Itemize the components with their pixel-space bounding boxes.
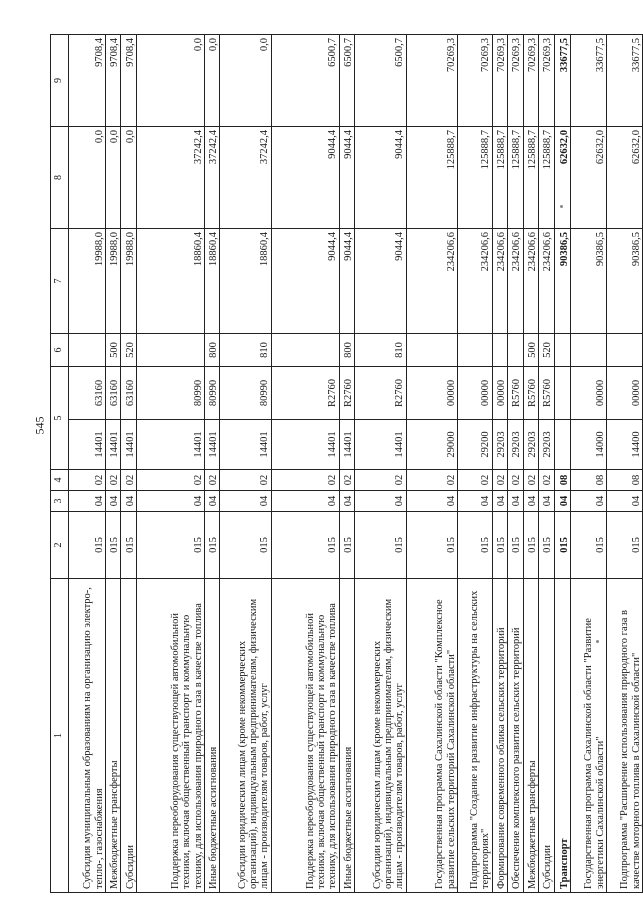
amount-col8-cell: 9044,4 xyxy=(339,127,355,229)
amount-col9-cell: 9708,4 xyxy=(121,35,137,127)
amount-col7-cell: 19988,0 xyxy=(121,229,137,334)
amount-col9-cell: 70269,3 xyxy=(508,35,524,127)
table-row xyxy=(554,35,571,893)
direction-code-cell: R2760 xyxy=(339,367,355,420)
header-cell: 7 xyxy=(51,229,69,334)
amount-col8-cell: 62632,0 xyxy=(571,127,607,229)
header-cell: 2 xyxy=(51,512,69,579)
row-name-cell: Иные бюджетные ассигнования xyxy=(204,579,220,893)
section-code-cell: 04 xyxy=(508,491,524,512)
header-cell: 8 xyxy=(51,127,69,229)
program-code-cell: 29203 xyxy=(492,420,508,470)
amount-col7-cell: 18860,4 xyxy=(220,229,271,334)
page-number: 545 xyxy=(32,416,47,435)
amount-col8-cell: 125888,7 xyxy=(539,127,555,229)
expense-type-cell xyxy=(457,334,492,367)
grbs-code-cell: 015 xyxy=(136,512,204,579)
header-cell: 1 xyxy=(51,579,69,893)
row-name-cell: Государственная программа Сахалинской области "Развитие энергетики Сахалинской области" xyxy=(571,579,607,893)
amount-col7-cell: 19988,0 xyxy=(105,229,121,334)
grbs-code-cell: 015 xyxy=(607,512,643,579)
expense-type-cell: 810 xyxy=(355,334,406,367)
program-code-cell: 29200 xyxy=(457,420,492,470)
section-code-cell: 04 xyxy=(607,491,643,512)
grbs-code-cell: 015 xyxy=(523,512,539,579)
direction-code-cell: R2760 xyxy=(271,367,339,420)
amount-col9-cell: 6500,7 xyxy=(355,35,406,127)
section-code-cell: 04 xyxy=(220,491,271,512)
subsection-code-cell: 02 xyxy=(136,470,204,491)
rotated-table-area xyxy=(50,35,643,893)
subsection-code-cell: 02 xyxy=(339,470,355,491)
table-row xyxy=(339,35,355,893)
program-code-cell: 14401 xyxy=(355,420,406,470)
header-cell: 6 xyxy=(51,334,69,367)
section-code-cell: 04 xyxy=(121,491,137,512)
subsection-code-cell: 08 xyxy=(554,470,571,491)
direction-code-cell: 80990 xyxy=(204,367,220,420)
expense-type-cell xyxy=(492,334,508,367)
table-row xyxy=(508,35,524,893)
direction-code-cell: R2760 xyxy=(355,367,406,420)
expense-type-cell xyxy=(571,334,607,367)
subsection-code-cell: 02 xyxy=(220,470,271,491)
row-name-cell: Подпрограмма "Расширение использования природного газа в качестве моторного топлива в Сахалинской области" xyxy=(607,579,643,893)
table-row xyxy=(204,35,220,893)
table-row xyxy=(457,35,492,893)
table-row xyxy=(523,35,539,893)
expense-type-cell xyxy=(554,334,571,367)
section-code-cell: 04 xyxy=(571,491,607,512)
table-row xyxy=(492,35,508,893)
program-code-cell: 29000 xyxy=(406,420,457,470)
subsection-code-cell: 02 xyxy=(68,470,105,491)
expense-type-cell: 800 xyxy=(204,334,220,367)
subsection-code-cell: 02 xyxy=(523,470,539,491)
subsection-code-cell: 02 xyxy=(271,470,339,491)
grbs-code-cell: 015 xyxy=(355,512,406,579)
header-cell: 3 xyxy=(51,491,69,512)
row-name-cell: Формирование современного облика сельских территорий xyxy=(492,579,508,893)
direction-code-cell: 00000 xyxy=(406,367,457,420)
amount-col7-cell: 234206,6 xyxy=(523,229,539,334)
header-cell: 4 xyxy=(51,470,69,491)
amount-col7-cell: 9044,4 xyxy=(355,229,406,334)
program-code-cell: 14401 xyxy=(339,420,355,470)
table-row xyxy=(571,35,607,893)
amount-col9-cell: 9708,4 xyxy=(105,35,121,127)
grbs-code-cell: 015 xyxy=(220,512,271,579)
direction-code-cell: R5760 xyxy=(508,367,524,420)
direction-code-cell: 63160 xyxy=(121,367,137,420)
amount-col9-cell: 0,0 xyxy=(136,35,204,127)
amount-col7-cell: 234206,6 xyxy=(508,229,524,334)
amount-col7-cell: 19988,0 xyxy=(68,229,105,334)
program-code-cell: 14401 xyxy=(220,420,271,470)
amount-col8-cell: 37242,4 xyxy=(136,127,204,229)
row-name-cell: Межбюджетные трансферты xyxy=(105,579,121,893)
amount-col8-cell: 125888,7 xyxy=(457,127,492,229)
header-row xyxy=(51,35,69,893)
subsection-code-cell: 02 xyxy=(492,470,508,491)
amount-col9-cell: 6500,7 xyxy=(271,35,339,127)
row-name-cell: Субсидии xyxy=(121,579,137,893)
amount-col7-cell: 90386,5 xyxy=(554,229,571,334)
amount-col8-cell: 125888,7 xyxy=(406,127,457,229)
amount-col9-cell: 6500,7 xyxy=(339,35,355,127)
subsection-code-cell: 02 xyxy=(121,470,137,491)
amount-col8-cell: 125888,7 xyxy=(523,127,539,229)
table-row xyxy=(105,35,121,893)
program-code-cell: 29203 xyxy=(539,420,555,470)
amount-col9-cell: 70269,3 xyxy=(406,35,457,127)
table-row xyxy=(355,35,406,893)
row-name-cell: Межбюджетные трансферты xyxy=(523,579,539,893)
direction-code-cell: 80990 xyxy=(136,367,204,420)
expense-type-cell: 500 xyxy=(105,334,121,367)
grbs-code-cell: 015 xyxy=(457,512,492,579)
direction-code-cell: R5760 xyxy=(523,367,539,420)
table-row xyxy=(220,35,271,893)
row-name-cell: Подпрограмма "Создание и развитие инфраструктуры на сельских территориях" xyxy=(457,579,492,893)
table-row xyxy=(607,35,643,893)
amount-col8-cell: 125888,7 xyxy=(492,127,508,229)
section-code-cell: 04 xyxy=(339,491,355,512)
expense-type-cell: 520 xyxy=(539,334,555,367)
direction-code-cell: R5760 xyxy=(539,367,555,420)
grbs-code-cell: 015 xyxy=(271,512,339,579)
program-code-cell: 14401 xyxy=(271,420,339,470)
expense-type-cell: 520 xyxy=(121,334,137,367)
subsection-code-cell: 08 xyxy=(571,470,607,491)
grbs-code-cell: 015 xyxy=(339,512,355,579)
direction-code-cell: 00000 xyxy=(571,367,607,420)
expense-type-cell xyxy=(607,334,643,367)
amount-col7-cell: 234206,6 xyxy=(406,229,457,334)
amount-col9-cell: 70269,3 xyxy=(539,35,555,127)
amount-col8-cell: 37242,4 xyxy=(204,127,220,229)
subsection-code-cell: 02 xyxy=(355,470,406,491)
row-name-cell: Иные бюджетные ассигнования xyxy=(339,579,355,893)
subsection-code-cell: 02 xyxy=(406,470,457,491)
grbs-code-cell: 015 xyxy=(121,512,137,579)
amount-col7-cell: 18860,4 xyxy=(136,229,204,334)
amount-col7-cell: 18860,4 xyxy=(204,229,220,334)
section-code-cell: 04 xyxy=(492,491,508,512)
amount-col7-cell: 234206,6 xyxy=(457,229,492,334)
expense-type-cell xyxy=(271,334,339,367)
program-code-cell: 14401 xyxy=(136,420,204,470)
table-row xyxy=(539,35,555,893)
row-name-cell: Поддержка переоборудования существующей автомобильной техники, включая общественный транспорт и коммунальную технику, для использования природного газа в качестве топлива xyxy=(271,579,339,893)
amount-col9-cell: 9708,4 xyxy=(68,35,105,127)
amount-col7-cell: 90386,5 xyxy=(607,229,643,334)
amount-col8-cell: 62632,0 xyxy=(607,127,643,229)
program-code-cell: 29203 xyxy=(508,420,524,470)
grbs-code-cell: 015 xyxy=(508,512,524,579)
scan-speck xyxy=(596,640,599,643)
direction-code-cell: 00000 xyxy=(492,367,508,420)
grbs-code-cell: 015 xyxy=(68,512,105,579)
direction-code-cell: 63160 xyxy=(68,367,105,420)
grbs-code-cell: 015 xyxy=(406,512,457,579)
expense-type-cell xyxy=(508,334,524,367)
row-name-cell: Государственная программа Сахалинской области "Комплексное развитие сельских территорий Сахалинской области" xyxy=(406,579,457,893)
amount-col7-cell: 234206,6 xyxy=(492,229,508,334)
program-code-cell: 14401 xyxy=(105,420,121,470)
budget-table xyxy=(50,34,643,893)
grbs-code-cell: 015 xyxy=(105,512,121,579)
subsection-code-cell: 02 xyxy=(457,470,492,491)
amount-col8-cell: 0,0 xyxy=(68,127,105,229)
section-code-cell: 04 xyxy=(554,491,571,512)
header-cell: 5 xyxy=(51,367,69,470)
expense-type-cell: 500 xyxy=(523,334,539,367)
subsection-code-cell: 02 xyxy=(508,470,524,491)
row-name-cell: Субсидии юридическим лицам (кроме некоммерческих организаций), индивидуальным предпринимателям, физическим лицам - производителям товаров, работ, услуг xyxy=(220,579,271,893)
direction-code-cell xyxy=(554,367,571,420)
expense-type-cell xyxy=(136,334,204,367)
table-row xyxy=(68,35,105,893)
subsection-code-cell: 08 xyxy=(607,470,643,491)
amount-col7-cell: 90386,5 xyxy=(571,229,607,334)
section-code-cell: 04 xyxy=(539,491,555,512)
amount-col7-cell: 234206,6 xyxy=(539,229,555,334)
expense-type-cell xyxy=(68,334,105,367)
subsection-code-cell: 02 xyxy=(105,470,121,491)
section-code-cell: 04 xyxy=(523,491,539,512)
table-row xyxy=(121,35,137,893)
amount-col8-cell: 9044,4 xyxy=(271,127,339,229)
program-code-cell: 14000 xyxy=(571,420,607,470)
row-name-cell: Субсидии xyxy=(539,579,555,893)
direction-code-cell: 80990 xyxy=(220,367,271,420)
section-code-cell: 04 xyxy=(457,491,492,512)
amount-col9-cell: 0,0 xyxy=(220,35,271,127)
table-row xyxy=(406,35,457,893)
grbs-code-cell: 015 xyxy=(554,512,571,579)
grbs-code-cell: 015 xyxy=(204,512,220,579)
direction-code-cell: 63160 xyxy=(105,367,121,420)
scan-speck xyxy=(560,205,563,208)
row-name-cell: Транспорт xyxy=(554,579,571,893)
amount-col9-cell: 0,0 xyxy=(204,35,220,127)
amount-col9-cell: 70269,3 xyxy=(523,35,539,127)
program-code-cell xyxy=(554,420,571,470)
amount-col9-cell: 33677,5 xyxy=(571,35,607,127)
subsection-code-cell: 02 xyxy=(539,470,555,491)
amount-col8-cell: 125888,7 xyxy=(508,127,524,229)
section-code-cell: 04 xyxy=(271,491,339,512)
amount-col9-cell: 33677,5 xyxy=(554,35,571,127)
amount-col7-cell: 9044,4 xyxy=(339,229,355,334)
row-name-cell: Субсидии юридическим лицам (кроме некоммерческих организаций), индивидуальным предпринимателям, физическим лицам - производителям товаров, работ, услуг xyxy=(355,579,406,893)
section-code-cell: 04 xyxy=(355,491,406,512)
row-name-cell: Обеспечение комплексного развития сельских территорий xyxy=(508,579,524,893)
amount-col9-cell: 33677,5 xyxy=(607,35,643,127)
section-code-cell: 04 xyxy=(105,491,121,512)
subsection-code-cell: 02 xyxy=(204,470,220,491)
program-code-cell: 14400 xyxy=(607,420,643,470)
amount-col8-cell: 0,0 xyxy=(121,127,137,229)
table-row xyxy=(136,35,204,893)
amount-col8-cell: 37242,4 xyxy=(220,127,271,229)
grbs-code-cell: 015 xyxy=(571,512,607,579)
expense-type-cell: 800 xyxy=(339,334,355,367)
grbs-code-cell: 015 xyxy=(492,512,508,579)
section-code-cell: 04 xyxy=(204,491,220,512)
section-code-cell: 04 xyxy=(136,491,204,512)
program-code-cell: 14401 xyxy=(204,420,220,470)
section-code-cell: 04 xyxy=(68,491,105,512)
direction-code-cell: 00000 xyxy=(607,367,643,420)
amount-col8-cell: 62632,0 xyxy=(554,127,571,229)
table-row xyxy=(271,35,339,893)
program-code-cell: 29203 xyxy=(523,420,539,470)
amount-col8-cell: 9044,4 xyxy=(355,127,406,229)
expense-type-cell xyxy=(406,334,457,367)
grbs-code-cell: 015 xyxy=(539,512,555,579)
row-name-cell: Поддержка переоборудования существующей автомобильной техники, включая общественный транспорт и коммунальную технику, для использования природного газа в качестве топлива xyxy=(136,579,204,893)
direction-code-cell: 00000 xyxy=(457,367,492,420)
amount-col7-cell: 9044,4 xyxy=(271,229,339,334)
amount-col8-cell: 0,0 xyxy=(105,127,121,229)
header-cell: 9 xyxy=(51,35,69,127)
amount-col9-cell: 70269,3 xyxy=(492,35,508,127)
expense-type-cell: 810 xyxy=(220,334,271,367)
program-code-cell: 14401 xyxy=(68,420,105,470)
section-code-cell: 04 xyxy=(406,491,457,512)
program-code-cell: 14401 xyxy=(121,420,137,470)
row-name-cell: Субсидия муниципальным образованиям на организацию электро-, тепло-, газоснабжения xyxy=(68,579,105,893)
amount-col9-cell: 70269,3 xyxy=(457,35,492,127)
